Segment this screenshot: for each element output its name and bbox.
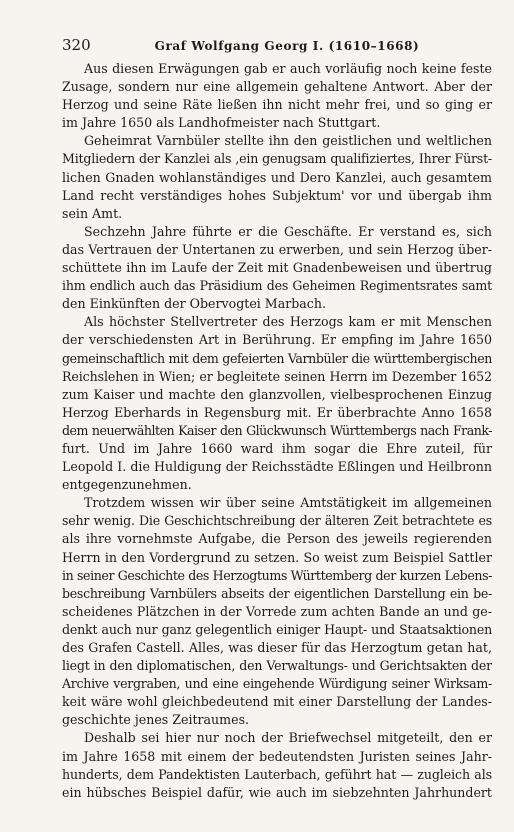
text-line: sehr wenig. Die Geschichtschreibung der älteren Zeit betrachtete es xyxy=(62,513,492,529)
text-line: scheidenes Plätzchen in der Vorrede zum achten Bande an und ge- xyxy=(62,603,492,619)
text-line: geschichte jenes Zeitraumes. xyxy=(62,712,250,728)
text-line: Trotzdem wissen wir über seine Amtstätigkeit im allgemeinen xyxy=(84,495,492,511)
text-line: schüttete ihn im Laufe der Zeit mit Gnadenbeweisen und übertrug xyxy=(62,260,492,276)
text-line: ein hübsches Beispiel dafür, wie auch im siebzehnten Jahrhundert xyxy=(62,784,492,800)
text-line: keit wäre wohl gleichbedeutend mit einer Darstellung der Landes- xyxy=(62,694,492,710)
body-text xyxy=(62,60,492,802)
text-line: gemeinschaftlich mit dem gefeierten Varnbüler die württembergischen xyxy=(62,350,492,366)
text-line: denkt auch nur ganz gelegentlich einiger Haupt- und Staatsaktionen xyxy=(62,621,492,637)
text-line: im Jahre 1650 als Landhofmeister nach Stuttgart. xyxy=(62,115,381,131)
text-line: das Vertrauen der Untertanen zu erwerben, und sein Herzog über- xyxy=(62,241,492,257)
text-line: Sechzehn Jahre führte er die Geschäfte. Er verstand es, sich xyxy=(84,223,492,239)
page-number: 320 xyxy=(62,36,91,54)
text-line: lichen Gnaden wohlanständiges und Dero Kanzlei, auch gesamtem xyxy=(62,169,492,185)
text-line: sein Amt. xyxy=(62,205,123,221)
text-line: Als höchster Stellvertreter des Herzogs kam er mit Menschen xyxy=(84,314,492,330)
text-line: Deshalb sei hier nur noch der Briefwechsel mitgeteilt, den er xyxy=(84,730,492,746)
text-line: Zusage, sondern nur eine allgemein gehaltene Antwort. Aber der xyxy=(62,79,492,95)
text-line: hunderts, dem Pandektisten Lauterbach, geführt hat — zugleich als xyxy=(62,766,492,782)
text-line: zum Kaiser und machte den glanzvollen, vielbesprochenen Einzug xyxy=(62,386,492,402)
text-line: ihm endlich auch das Präsidium des Geheimen Regimentsrates samt xyxy=(62,278,492,294)
text-line: Geheimrat Varnbüler stellte ihn den geistlichen und weltlichen xyxy=(84,133,492,149)
text-line: im Jahre 1658 mit einem der bedeutendsten Juristen seines Jahr- xyxy=(62,748,492,764)
text-line: beschreibung Varnbülers abseits der eigentlichen Darstellung ein be- xyxy=(62,585,492,601)
text-line: Herzog und seine Räte ließen ihn nicht mehr frei, und so ging er xyxy=(62,97,492,113)
text-line: dem neuerwählten Kaiser den Glückwunsch Württembergs nach Frank- xyxy=(62,422,492,438)
page-header xyxy=(62,36,492,56)
text-line: den Einkünften der Obervogtei Marbach. xyxy=(62,296,326,312)
text-line: Reichslehen in Wien; er begleitete seinen Herrn im Dezember 1652 xyxy=(62,368,492,384)
text-line: der verschiedensten Art in Berührung. Er empfing im Jahre 1650 xyxy=(62,332,492,348)
text-line: entgegenzunehmen. xyxy=(62,477,192,493)
text-line: Aus diesen Erwägungen gab er auch vorläufig noch keine feste xyxy=(84,61,492,76)
text-line: des Grafen Castell. Alles, was dieser für das Herzogtum getan hat, xyxy=(62,640,492,655)
text-line: Herzog Eberhards in Regensburg mit. Er überbrachte Anno 1658 xyxy=(62,404,492,420)
text-line: furt. Und im Jahre 1660 ward ihm sogar die Ehre zuteil, für xyxy=(62,440,492,456)
text-line: Leopold I. die Huldigung der Reichsstädte Eßlingen und Heilbronn xyxy=(62,459,492,475)
text-line: Archive vergraben, und eine eingehende Würdigung seiner Wirksam- xyxy=(62,676,492,692)
running-title: Graf Wolfgang Georg I. (1610–1668) xyxy=(154,39,420,53)
text-line: Mitgliedern der Kanzlei als ‚ein genugsam qualifiziertes, Ihrer Fürst- xyxy=(62,151,492,167)
text-line: Herrn in den Vordergrund zu setzen. So weist zum Beispiel Sattler xyxy=(62,549,492,565)
text-line: als ihre vornehmste Aufgabe, die Person des jeweils regierenden xyxy=(62,531,492,547)
text-line: liegt in den diplomatischen, den Verwaltungs- und Gerichtsakten der xyxy=(62,658,492,674)
text-line: in seiner Geschichte des Herzogtums Württemberg der kurzen Lebens- xyxy=(62,567,492,583)
text-line: Land recht verständiges hohes Subjektum' vor und übergab ihm xyxy=(62,187,492,203)
book-page xyxy=(62,36,492,802)
